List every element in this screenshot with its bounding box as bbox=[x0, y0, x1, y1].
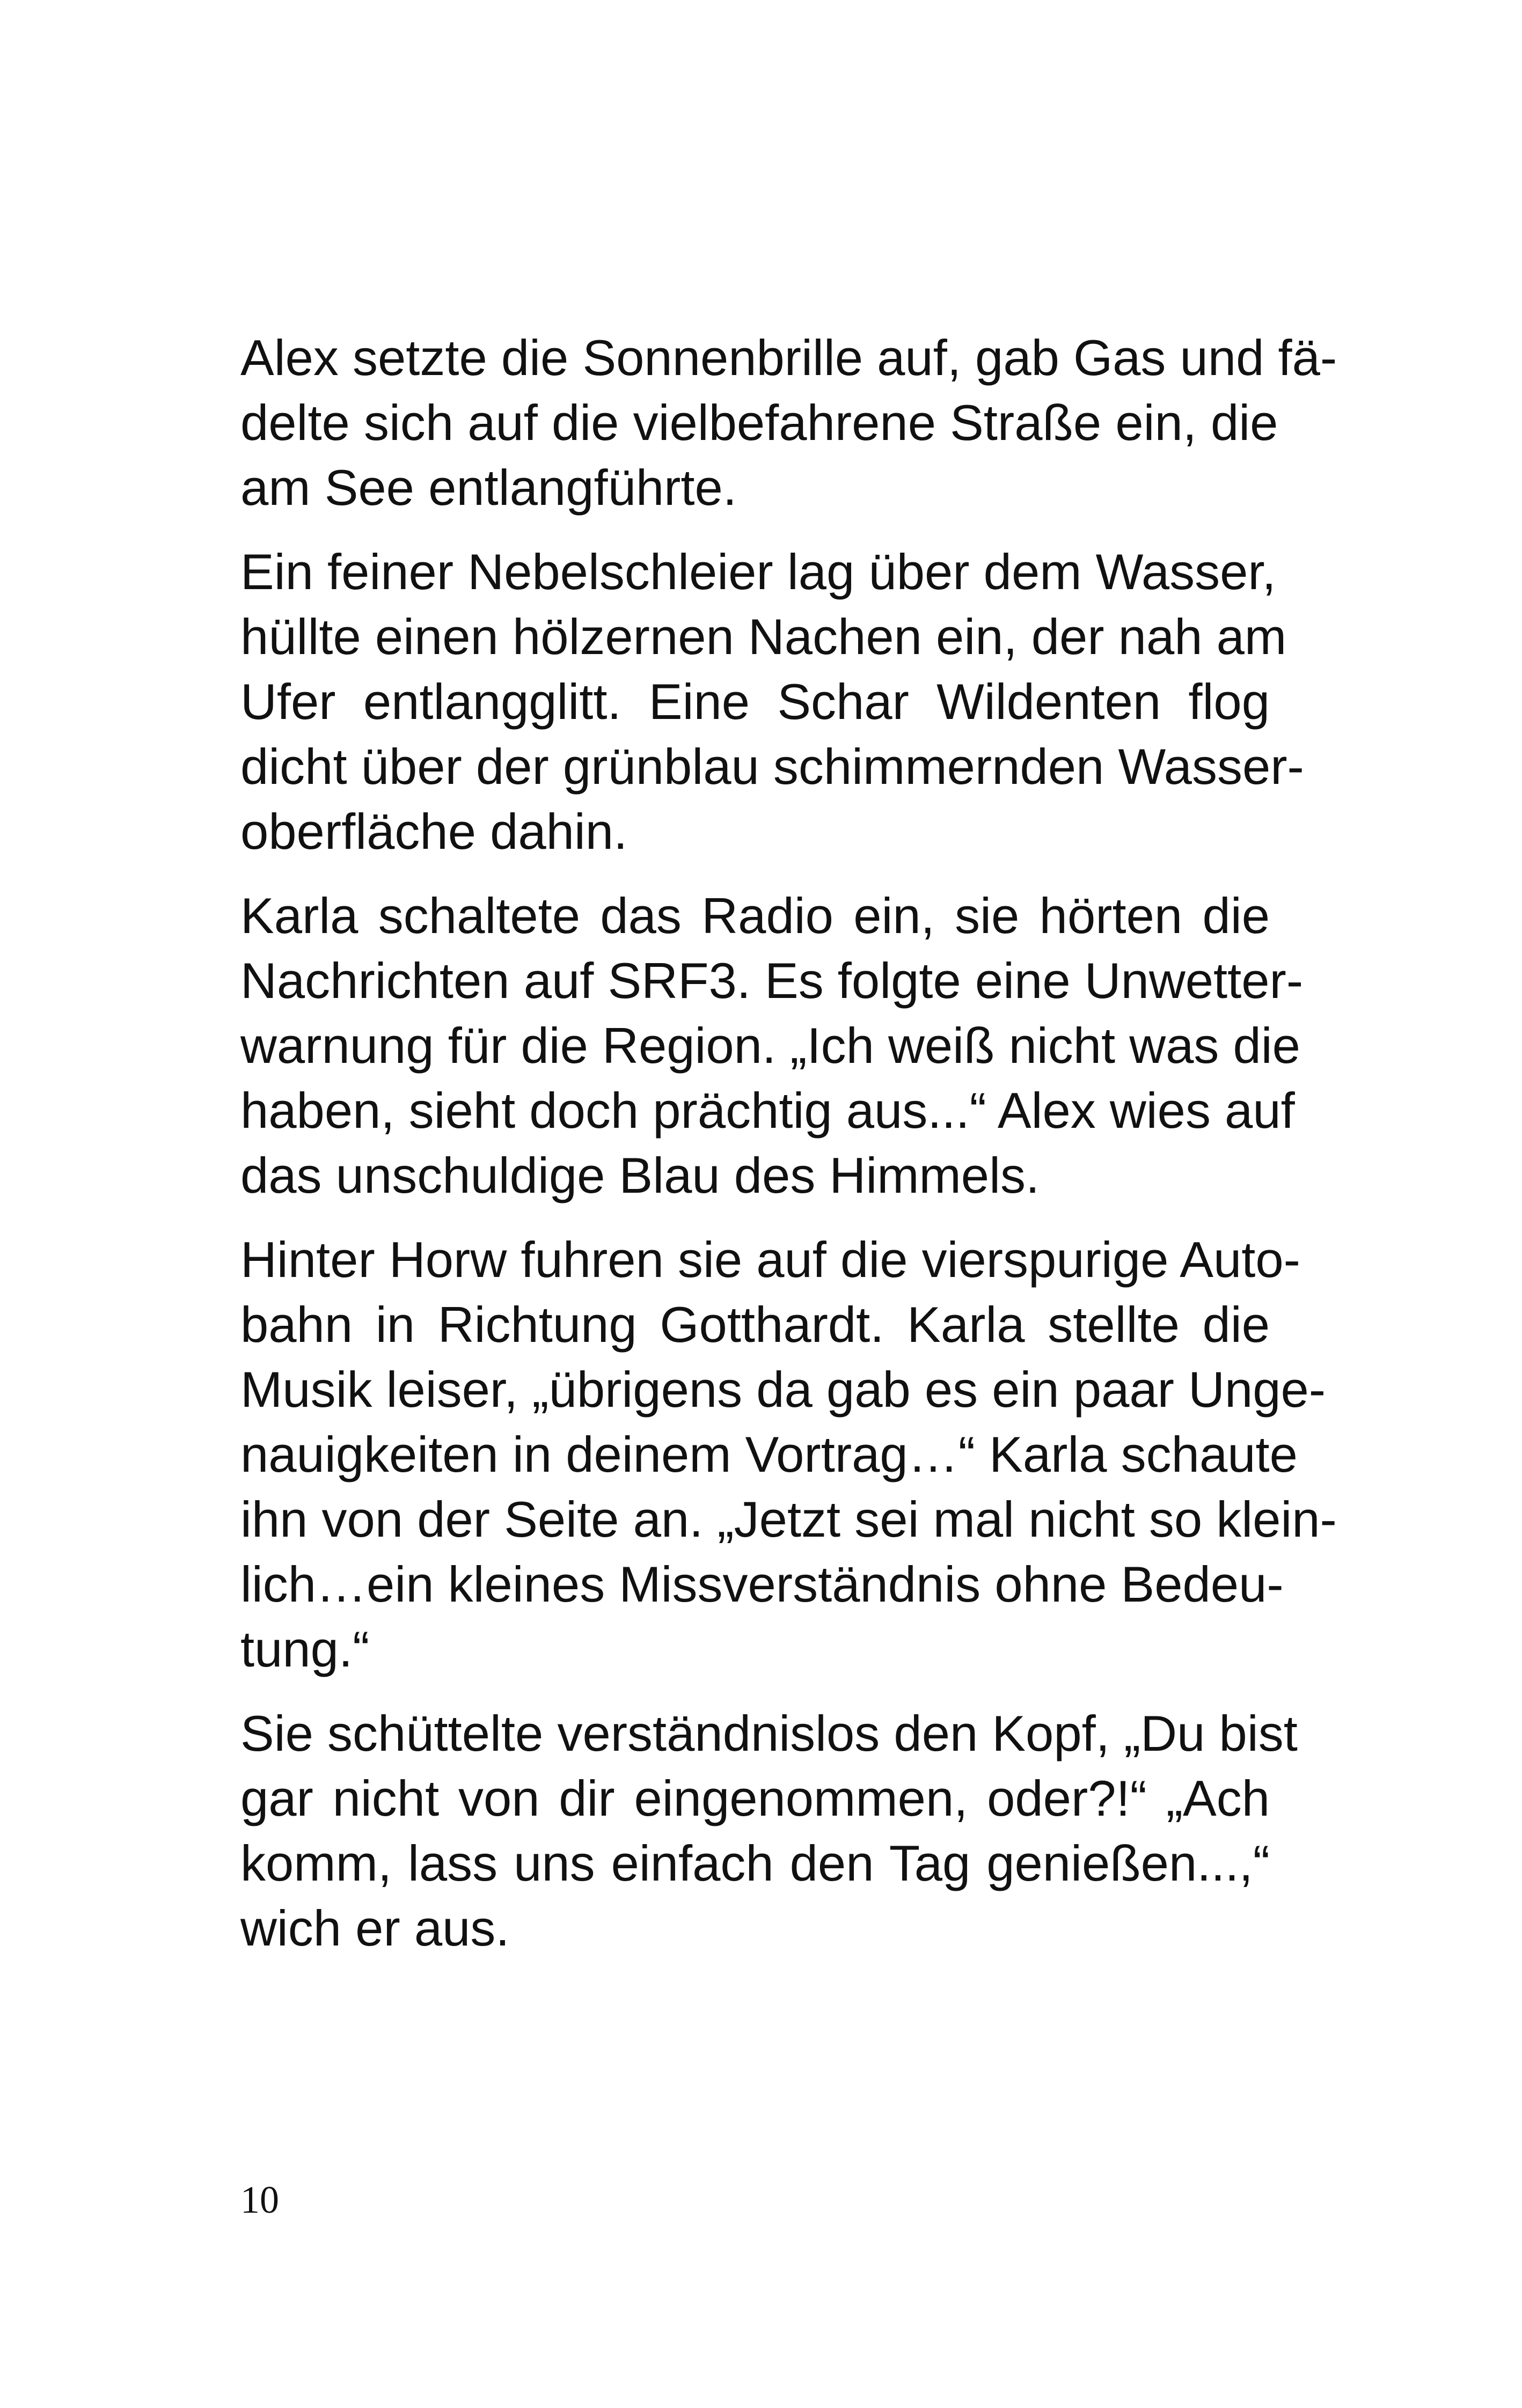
text-line: Musik leiser, „übrigens da gab es ein paar Unge- bbox=[240, 1361, 1326, 1418]
page-number: 10 bbox=[240, 2178, 279, 2221]
paragraph-5 bbox=[240, 1701, 1298, 1961]
text-line: haben, sieht doch prächtig aus...“ Alex wies auf bbox=[240, 1082, 1295, 1139]
text-line: Sie schüttelte verständnislos den Kopf, „Du bist bbox=[240, 1705, 1298, 1761]
text-line: am See entlangführte. bbox=[240, 459, 737, 516]
text-line: komm, lass uns einfach den Tag genießen...,“ bbox=[240, 1835, 1270, 1891]
text-line: wich er aus. bbox=[240, 1900, 510, 1956]
text-line: gar nicht von dir eingenommen, oder?!“ „Ach bbox=[240, 1770, 1270, 1826]
paragraph-4 bbox=[240, 1227, 1337, 1682]
text-line: lich…ein kleines Missverständnis ohne Bedeu- bbox=[240, 1556, 1284, 1612]
text-line: Karla schaltete das Radio ein, sie hörten die bbox=[240, 887, 1270, 944]
text-line: Hinter Horw fuhren sie auf die vierspurige Auto- bbox=[240, 1231, 1300, 1288]
text-line: das unschuldige Blau des Himmels. bbox=[240, 1147, 1040, 1203]
text-line: Alex setzte die Sonnenbrille auf, gab Gas und fä- bbox=[240, 329, 1337, 386]
text-line: oberfläche dahin. bbox=[240, 803, 628, 860]
text-line: Ein feiner Nebelschleier lag über dem Wasser, bbox=[240, 544, 1276, 600]
text-line: tung.“ bbox=[240, 1621, 370, 1677]
paragraph-3 bbox=[240, 883, 1304, 1208]
text-line: Nachrichten auf SRF3. Es folgte eine Unwetter- bbox=[240, 952, 1304, 1009]
text-line: dicht über der grünblau schimmernden Wasser- bbox=[240, 738, 1304, 795]
paragraph-1 bbox=[240, 325, 1337, 520]
text-line: ihn von der Seite an. „Jetzt sei mal nicht so klein- bbox=[240, 1491, 1337, 1547]
text-line: warnung für die Region. „Ich weiß nicht was die bbox=[240, 1017, 1300, 1074]
text-line: hüllte einen hölzernen Nachen ein, der nah am bbox=[240, 608, 1287, 665]
text-line: bahn in Richtung Gotthardt. Karla stellte die bbox=[240, 1296, 1270, 1353]
text-line: Ufer entlangglitt. Eine Schar Wildenten flog bbox=[240, 673, 1270, 730]
text-line: delte sich auf die vielbefahrene Straße ein, die bbox=[240, 394, 1278, 451]
body-text bbox=[240, 325, 1337, 1980]
paragraph-2 bbox=[240, 539, 1304, 864]
text-line: nauigkeiten in deinem Vortrag…“ Karla schaute bbox=[240, 1426, 1298, 1482]
